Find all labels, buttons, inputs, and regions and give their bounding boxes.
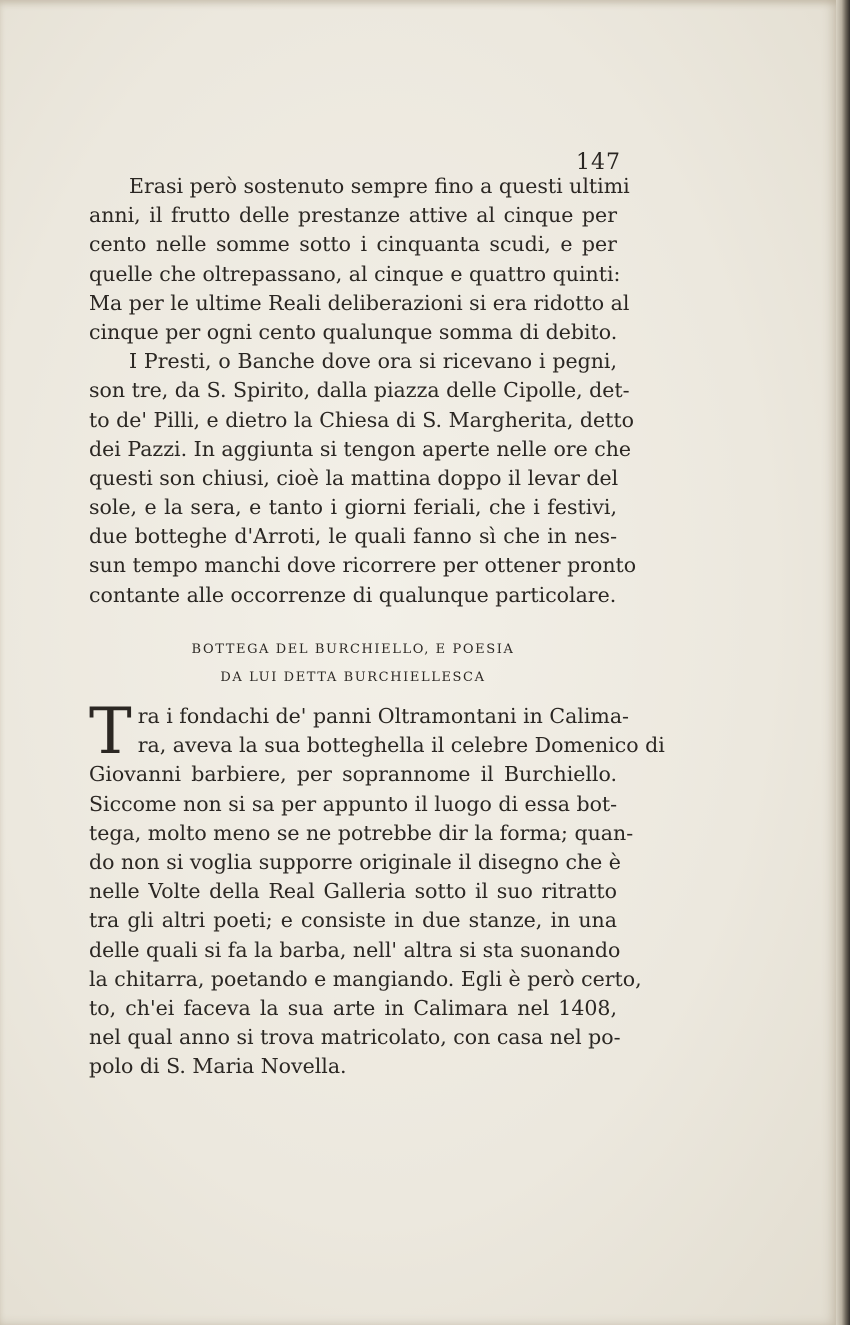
text-line: questi son chiusi, cioè la mattina doppo il levar del xyxy=(89,465,619,490)
text-line: due botteghe d'Arroti, le quali fanno sì che in nes- xyxy=(89,524,617,549)
text-line: la chitarra, poetando e mangiando. Egli è però certo, xyxy=(89,966,642,991)
section-heading-line2: DA LUI DETTA BURCHIELLESCA xyxy=(220,670,486,685)
text-line: dei Pazzi. In aggiunta si tengon aperte nelle ore che xyxy=(89,436,632,461)
text-line: do non si voglia supporre originale il disegno che è xyxy=(89,849,621,874)
text-line: tra gli altri poeti; e consiste in due stanze, in una xyxy=(89,908,617,933)
text-line: contante alle occorrenze di qualunque particolare. xyxy=(89,582,617,607)
text-line: Erasi però sostenuto sempre fino a questi ultimi xyxy=(129,174,630,198)
text-line: nel qual anno si trova matricolato, con casa nel po- xyxy=(89,1025,621,1050)
drop-cap: T xyxy=(89,695,132,769)
text-line: Giovanni barbiere, per soprannome il Burchiello. xyxy=(89,762,617,787)
text-line: tega, molto meno se ne potrebbe dir la forma; quan- xyxy=(89,820,634,845)
text-line: sun tempo manchi dove ricorrere per ottener pronto xyxy=(89,553,637,578)
text-line: son tre, da S. Spirito, dalla piazza delle Cipolle, det- xyxy=(89,378,630,403)
text-line: delle quali si fa la barba, nell' altra si sta suonando xyxy=(89,937,621,962)
page-number: 147 xyxy=(576,150,621,175)
text-line: quelle che oltrepassano, al cinque e quattro quinti: xyxy=(89,261,621,286)
text-line: polo di S. Maria Novella. xyxy=(89,1054,347,1079)
body-text-top xyxy=(89,172,637,610)
text-line: Ma per le ultime Reali deliberazioni si era ridotto al xyxy=(89,290,630,315)
text-line: to de' Pilli, e dietro la Chiesa di S. Margherita, detto xyxy=(89,407,634,432)
text-line: anni, il frutto delle prestanze attive al cinque per xyxy=(89,203,617,228)
text-line: to, ch'ei faceva la sua arte in Calimara nel 1408, xyxy=(89,995,617,1020)
text-line: nelle Volte della Real Galleria sotto il suo ritratto xyxy=(89,879,617,904)
text-line: sole, e la sera, e tanto i giorni feriali, che i festivi, xyxy=(89,495,617,520)
text-line: I Presti, o Banche dove ora si ricevano i pegni, xyxy=(129,349,617,374)
text-line: cento nelle somme sotto i cinquanta scudi, e per xyxy=(89,232,617,257)
text-line: cinque per ogni cento qualunque somma di debito. xyxy=(89,319,618,344)
page-edge xyxy=(836,0,850,1325)
text-line: ra, aveva la sua botteghella il celebre Domenico di xyxy=(137,733,665,758)
section-heading-line1: BOTTEGA DEL BURCHIELLO, E POESIA xyxy=(191,642,515,657)
body-text-bottom xyxy=(89,695,665,1081)
text-line: Siccome non si sa per appunto il luogo di essa bot- xyxy=(89,791,618,816)
text-line: ra i fondachi de' panni Oltramontani in Calima- xyxy=(137,704,629,728)
